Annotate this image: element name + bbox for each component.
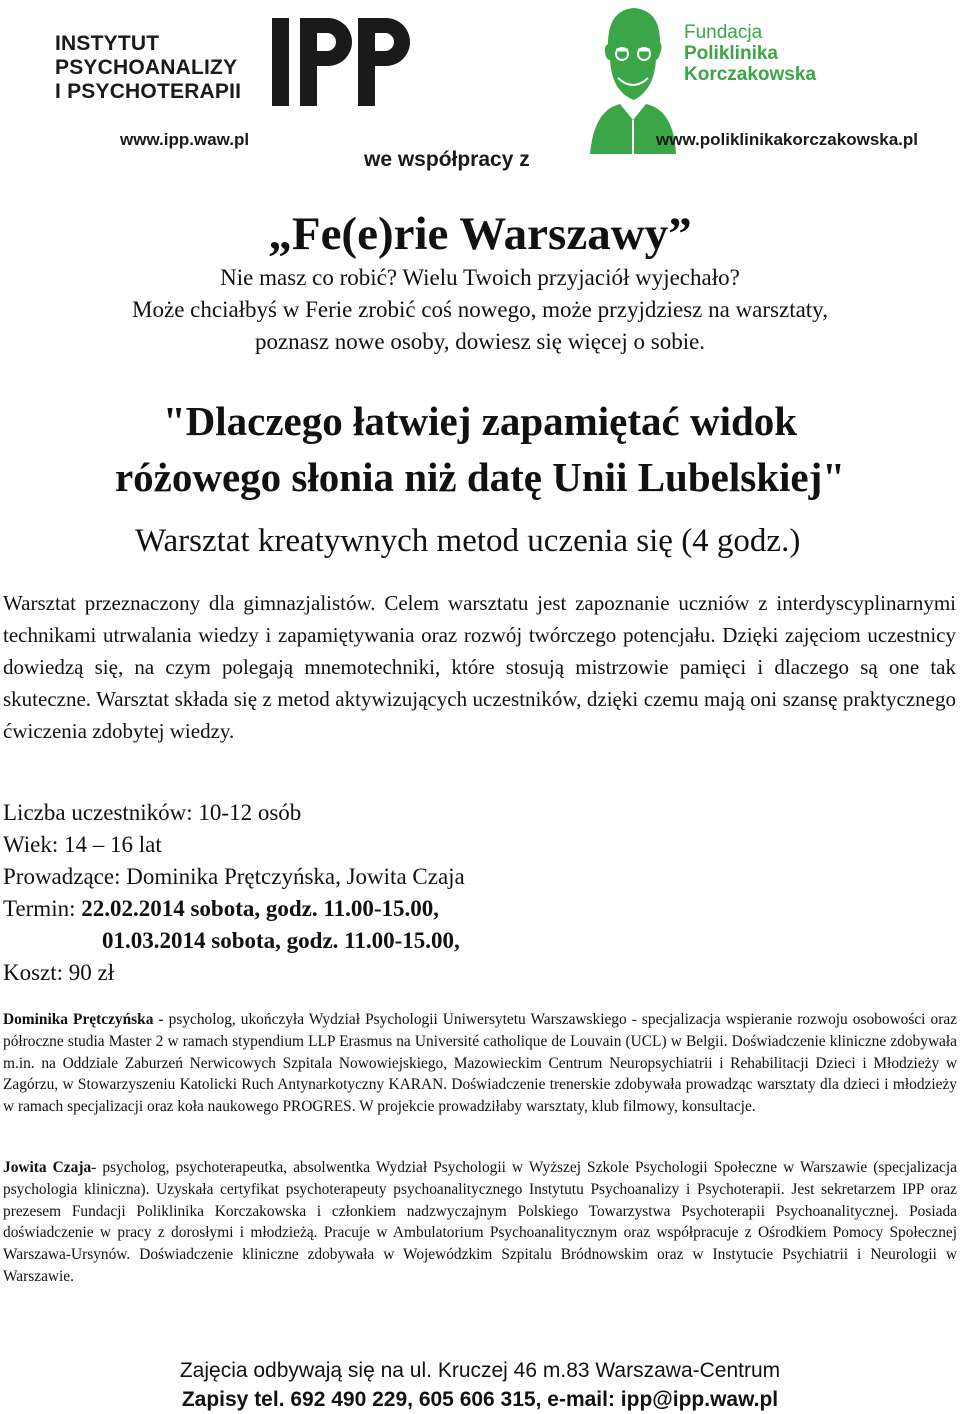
ipp-name-line2: PSYCHOANALIZY <box>55 56 238 79</box>
footer-location: Zajęcia odbywają się na ul. Kruczej 46 m.83 Warszawa-Centrum <box>179 1359 781 1382</box>
fund-name-line1: Fundacja <box>684 22 763 43</box>
workshop-description: Warsztat przeznaczony dla gimnazjalistów. Celem warsztatu jest zapoznanie uczniów z interdyscyplinarnymi technikami utrwalania wiedzy i zapamiętywania oraz rozwój twórczego potencjału. Dzięki zajęciom uczestnicy dowiedzą się, na czym polegają mnemotechniki, które stosują mistrzowie pamięci i dlaczego są one tak skuteczne. Warsztat składa się z metod aktywizujących uczestników, dzięki czemu mają oni szansę praktycznego ćwiczenia zdobytej wiedzy. <box>3 591 956 743</box>
bio-name: Dominika Prętczyńska - <box>3 1011 164 1028</box>
participants-count: Liczba uczestników: 10-12 osób <box>3 800 302 825</box>
leaders: Prowadzące: Dominika Prętczyńska, Jowita Czaja <box>3 864 465 889</box>
event-title: „Fe(e)rie Warszawy” <box>268 208 692 260</box>
intro-line: poznasz nowe osoby, dowiesz się więcej o sobie. <box>254 329 706 354</box>
intro-line: Może chciałbyś w Ferie zrobić coś nowego, może przyjdziesz na warsztaty, <box>132 297 828 322</box>
ipp-logo-mark <box>270 10 430 110</box>
bio-pretczynska <box>3 1009 957 1118</box>
workshop-subtitle: Warsztat kreatywnych metod uczenia się (4 godz.) <box>135 523 801 559</box>
term-row-2 <box>3 925 465 957</box>
event-intro <box>0 262 960 358</box>
ipp-name-line1: INSTYTUT <box>55 32 160 55</box>
workshop-details <box>3 797 465 989</box>
term-date-2: 01.03.2014 sobota, godz. 11.00-15.00, <box>102 928 460 953</box>
cost: Koszt: 90 zł <box>3 960 115 985</box>
bio-czaja <box>3 1157 957 1288</box>
workshop-title-line2: różowego słonia niż datę Unii Lubelskiej" <box>114 454 846 500</box>
bio-name: Jowita Czaja <box>3 1159 92 1176</box>
term-row <box>3 893 465 925</box>
cooperation-label: we współpracy z <box>364 148 530 171</box>
fund-name-line3: Korczakowska <box>684 64 817 85</box>
bio-text: - psycholog, psychoterapeutka, absolwentka Wydział Psychologii w Wyższej Szkole Psychologii Społeczne w Warszawie (specjalizacja psychologia kliniczna). Uzyskała certyfikat psychoterapeuty psychoanalitycznego Instytutu Psychoanalizy i Psychoterapii. Jest sekretarzem IPP oraz prezesem Fundacji Poliklinika Korczakowska i członkiem nadzwyczajnym Polskiego Towarzystwa Psychoterapii Psychoanalitycznej. Posiada doświadczenie w pracy z dorosłymi i młodzieżą. Pracuje w Ambulatorium Psychoanalitycznym oraz współpracuje z Ośrodkiem Pomocy Społecznej Warszawa-Ursynów. Doświadczenie kliniczne zdobywała w Wojewódzkim Szpitalu Bródnowskim oraz w Instytucie Psychiatrii i Neurologii w Warszawie. <box>3 1159 957 1285</box>
fund-name-line2: Poliklinika <box>684 43 778 64</box>
intro-line: Nie masz co robić? Wielu Twoich przyjaciół wyjechało? <box>220 265 740 290</box>
ipp-logo-text <box>55 32 255 104</box>
fund-logo-text <box>684 22 884 85</box>
fund-url: www.poliklinikakorczakowska.pl <box>656 130 919 149</box>
term-label: Termin: <box>3 896 82 921</box>
footer-contact: Zapisy tel. 692 490 229, 605 606 315, e-mail: ipp@ipp.waw.pl <box>181 1388 779 1411</box>
ipp-name-line3: I PSYCHOTERAPII <box>55 80 242 103</box>
footer <box>0 1356 960 1414</box>
workshop-title-line1: "Dlaczego łatwiej zapamiętać widok <box>162 398 798 444</box>
age-range: Wiek: 14 – 16 lat <box>3 832 162 857</box>
ipp-url: www.ipp.waw.pl <box>120 130 250 149</box>
bio-text: psycholog, ukończyła Wydział Psychologii Uniwersytetu Warszawskiego - specjalizacja wspieranie rozwoju osobowości oraz półroczne studia Master 2 w ramach stypendium LLP Erasmus na Université catholique de Louvain (UCL) w Belgii. Doświadczenie kliniczne zdobywała m.in. na Oddziale Zaburzeń Nerwicowych Szpitala Nowowiejskiego, Mazowieckim Centrum Neuropsychiatrii i Rehabilitacji Dzieci i Młodzieży w Zagórzu, w Stowarzyszeniu Katolicki Ruch Antynarkotyczny KARAN. Doświadczenie trenerskie zdobywała prowadząc warsztaty dla dzieci i młodzieży w ramach specjalizacji oraz koła naukowego PROGRES. W projekcie prowadziłaby warsztaty, klub filmowy, konsultacje. <box>3 1011 957 1116</box>
term-date-1: 22.02.2014 sobota, godz. 11.00-15.00, <box>81 896 440 921</box>
workshop-title <box>0 393 960 505</box>
